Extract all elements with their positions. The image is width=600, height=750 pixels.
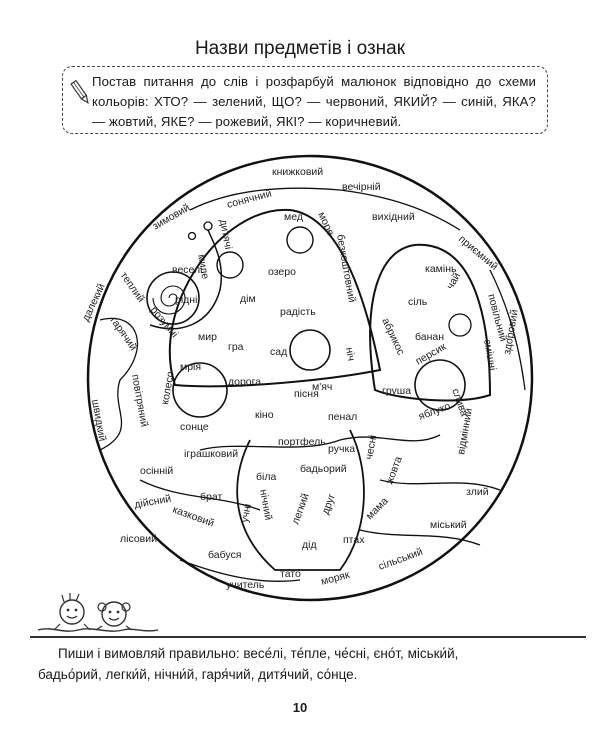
- word-label[interactable]: персик: [413, 340, 449, 368]
- word-label[interactable]: мир: [198, 331, 217, 343]
- page-title: Назви предметів і ознак: [194, 38, 406, 59]
- pronunciation-exercise: [38, 643, 558, 685]
- snail-eye: [189, 233, 196, 240]
- word-label[interactable]: веселі: [172, 264, 203, 276]
- word-label[interactable]: гра: [228, 341, 244, 353]
- word-label[interactable]: легкий: [289, 491, 312, 527]
- word-label[interactable]: гарячий: [107, 314, 140, 353]
- word-label[interactable]: іграшковий: [184, 448, 239, 460]
- word-label[interactable]: нічний: [257, 488, 275, 522]
- page-number: 10: [292, 700, 308, 715]
- word-label[interactable]: ручка: [328, 443, 356, 455]
- mushroom-spot: [290, 330, 330, 370]
- word-label[interactable]: жовта: [383, 454, 405, 487]
- word-label[interactable]: миле: [195, 253, 212, 281]
- coloring-picture[interactable]: [80, 150, 540, 605]
- word-label[interactable]: тато: [280, 568, 301, 580]
- word-label[interactable]: казковий: [170, 503, 216, 530]
- word-label[interactable]: брат: [200, 491, 223, 503]
- word-label[interactable]: дід: [302, 539, 317, 551]
- word-label[interactable]: груша: [382, 385, 412, 397]
- word-label[interactable]: пісня: [294, 388, 319, 400]
- word-label[interactable]: швидкий: [89, 398, 109, 443]
- word-label[interactable]: мед: [284, 211, 303, 223]
- word-label[interactable]: відмінний: [455, 407, 476, 456]
- word-label[interactable]: сонце: [180, 421, 209, 433]
- word-label[interactable]: рідні: [175, 294, 198, 306]
- section-divider: [30, 636, 586, 638]
- word-label[interactable]: повітряний: [129, 373, 151, 428]
- word-label[interactable]: осінній: [140, 465, 174, 477]
- word-label[interactable]: море: [315, 210, 337, 238]
- word-label[interactable]: слива: [449, 386, 471, 418]
- word-label[interactable]: чесні: [363, 434, 380, 461]
- word-label[interactable]: м'яч: [312, 381, 333, 393]
- word-label[interactable]: ніч: [343, 346, 358, 362]
- word-label[interactable]: далекий: [80, 281, 108, 324]
- word-label[interactable]: злий: [466, 486, 489, 498]
- word-label[interactable]: мама: [363, 495, 391, 523]
- word-label[interactable]: розумні: [147, 304, 181, 341]
- word-label[interactable]: яблуко: [416, 400, 453, 423]
- word-label[interactable]: сіль: [408, 296, 428, 308]
- word-label[interactable]: радість: [280, 306, 316, 318]
- word-label[interactable]: смішні: [481, 338, 499, 372]
- word-label[interactable]: кіно: [255, 409, 274, 421]
- word-label[interactable]: сільський: [376, 545, 425, 573]
- word-label[interactable]: зимовий: [150, 201, 193, 233]
- mushroom-spot: [449, 314, 471, 336]
- region-line: [360, 530, 480, 545]
- word-label[interactable]: здоровий: [501, 308, 521, 356]
- word-label[interactable]: чай: [444, 270, 464, 292]
- word-label[interactable]: дійсний: [133, 492, 173, 511]
- word-label[interactable]: сад: [270, 346, 288, 358]
- word-label[interactable]: учитель: [226, 579, 265, 591]
- word-label[interactable]: камінь: [425, 263, 457, 275]
- pronunciation-line: бадьо́рий, легки́й, нічни́й, гаря́чий, дитя́чий, со́нце.: [38, 667, 358, 682]
- word-label[interactable]: учні: [238, 502, 254, 524]
- word-label[interactable]: озеро: [268, 266, 296, 278]
- children-illustration: [38, 590, 158, 638]
- word-label[interactable]: книжковий: [272, 166, 324, 178]
- pronunciation-line: Пиши і вимовляй правильно: весе́лі, те́пле, че́сні, єно́т, міськи́й,: [58, 646, 459, 661]
- snail-eye: [204, 222, 212, 230]
- word-label[interactable]: колесо: [159, 370, 177, 406]
- word-label[interactable]: сонячний: [225, 187, 273, 211]
- pencil-icon: [70, 80, 92, 106]
- word-label[interactable]: моряк: [319, 568, 351, 588]
- word-label[interactable]: вихідний: [372, 211, 415, 223]
- word-label[interactable]: мрія: [180, 361, 202, 373]
- word-label[interactable]: приємний: [456, 233, 501, 273]
- mushroom-spot: [287, 227, 313, 253]
- word-label[interactable]: дорога: [228, 376, 262, 388]
- word-label[interactable]: абрикос: [379, 316, 407, 357]
- word-label[interactable]: дім: [240, 293, 256, 305]
- word-label[interactable]: теплий: [117, 269, 147, 305]
- word-label[interactable]: повільний: [485, 292, 510, 343]
- word-label[interactable]: банан: [415, 331, 445, 343]
- word-label[interactable]: дитячі: [217, 218, 235, 251]
- word-label[interactable]: міський: [430, 519, 467, 531]
- word-label[interactable]: портфель: [278, 436, 326, 448]
- word-label[interactable]: біла: [256, 471, 277, 483]
- word-label[interactable]: вечірній: [342, 181, 381, 193]
- word-label[interactable]: безкоштовний: [334, 233, 358, 304]
- word-label[interactable]: бабуся: [208, 549, 242, 561]
- word-label[interactable]: бадьорий: [300, 463, 347, 475]
- word-label[interactable]: пенал: [328, 411, 358, 423]
- word-label[interactable]: птах: [343, 534, 365, 546]
- word-label[interactable]: лісовий: [120, 533, 157, 545]
- task-instructions: Постав питання до слів і розфарбуй малюнок відповідно до схеми кольорів: ХТО? — зелений, ЩО? — червоний, ЯКИЙ? — синій, ЯКА? — жовтий, ЯКЕ? — рожевий, ЯКІ? — коричневий.: [92, 74, 536, 129]
- word-label[interactable]: друг: [319, 492, 338, 517]
